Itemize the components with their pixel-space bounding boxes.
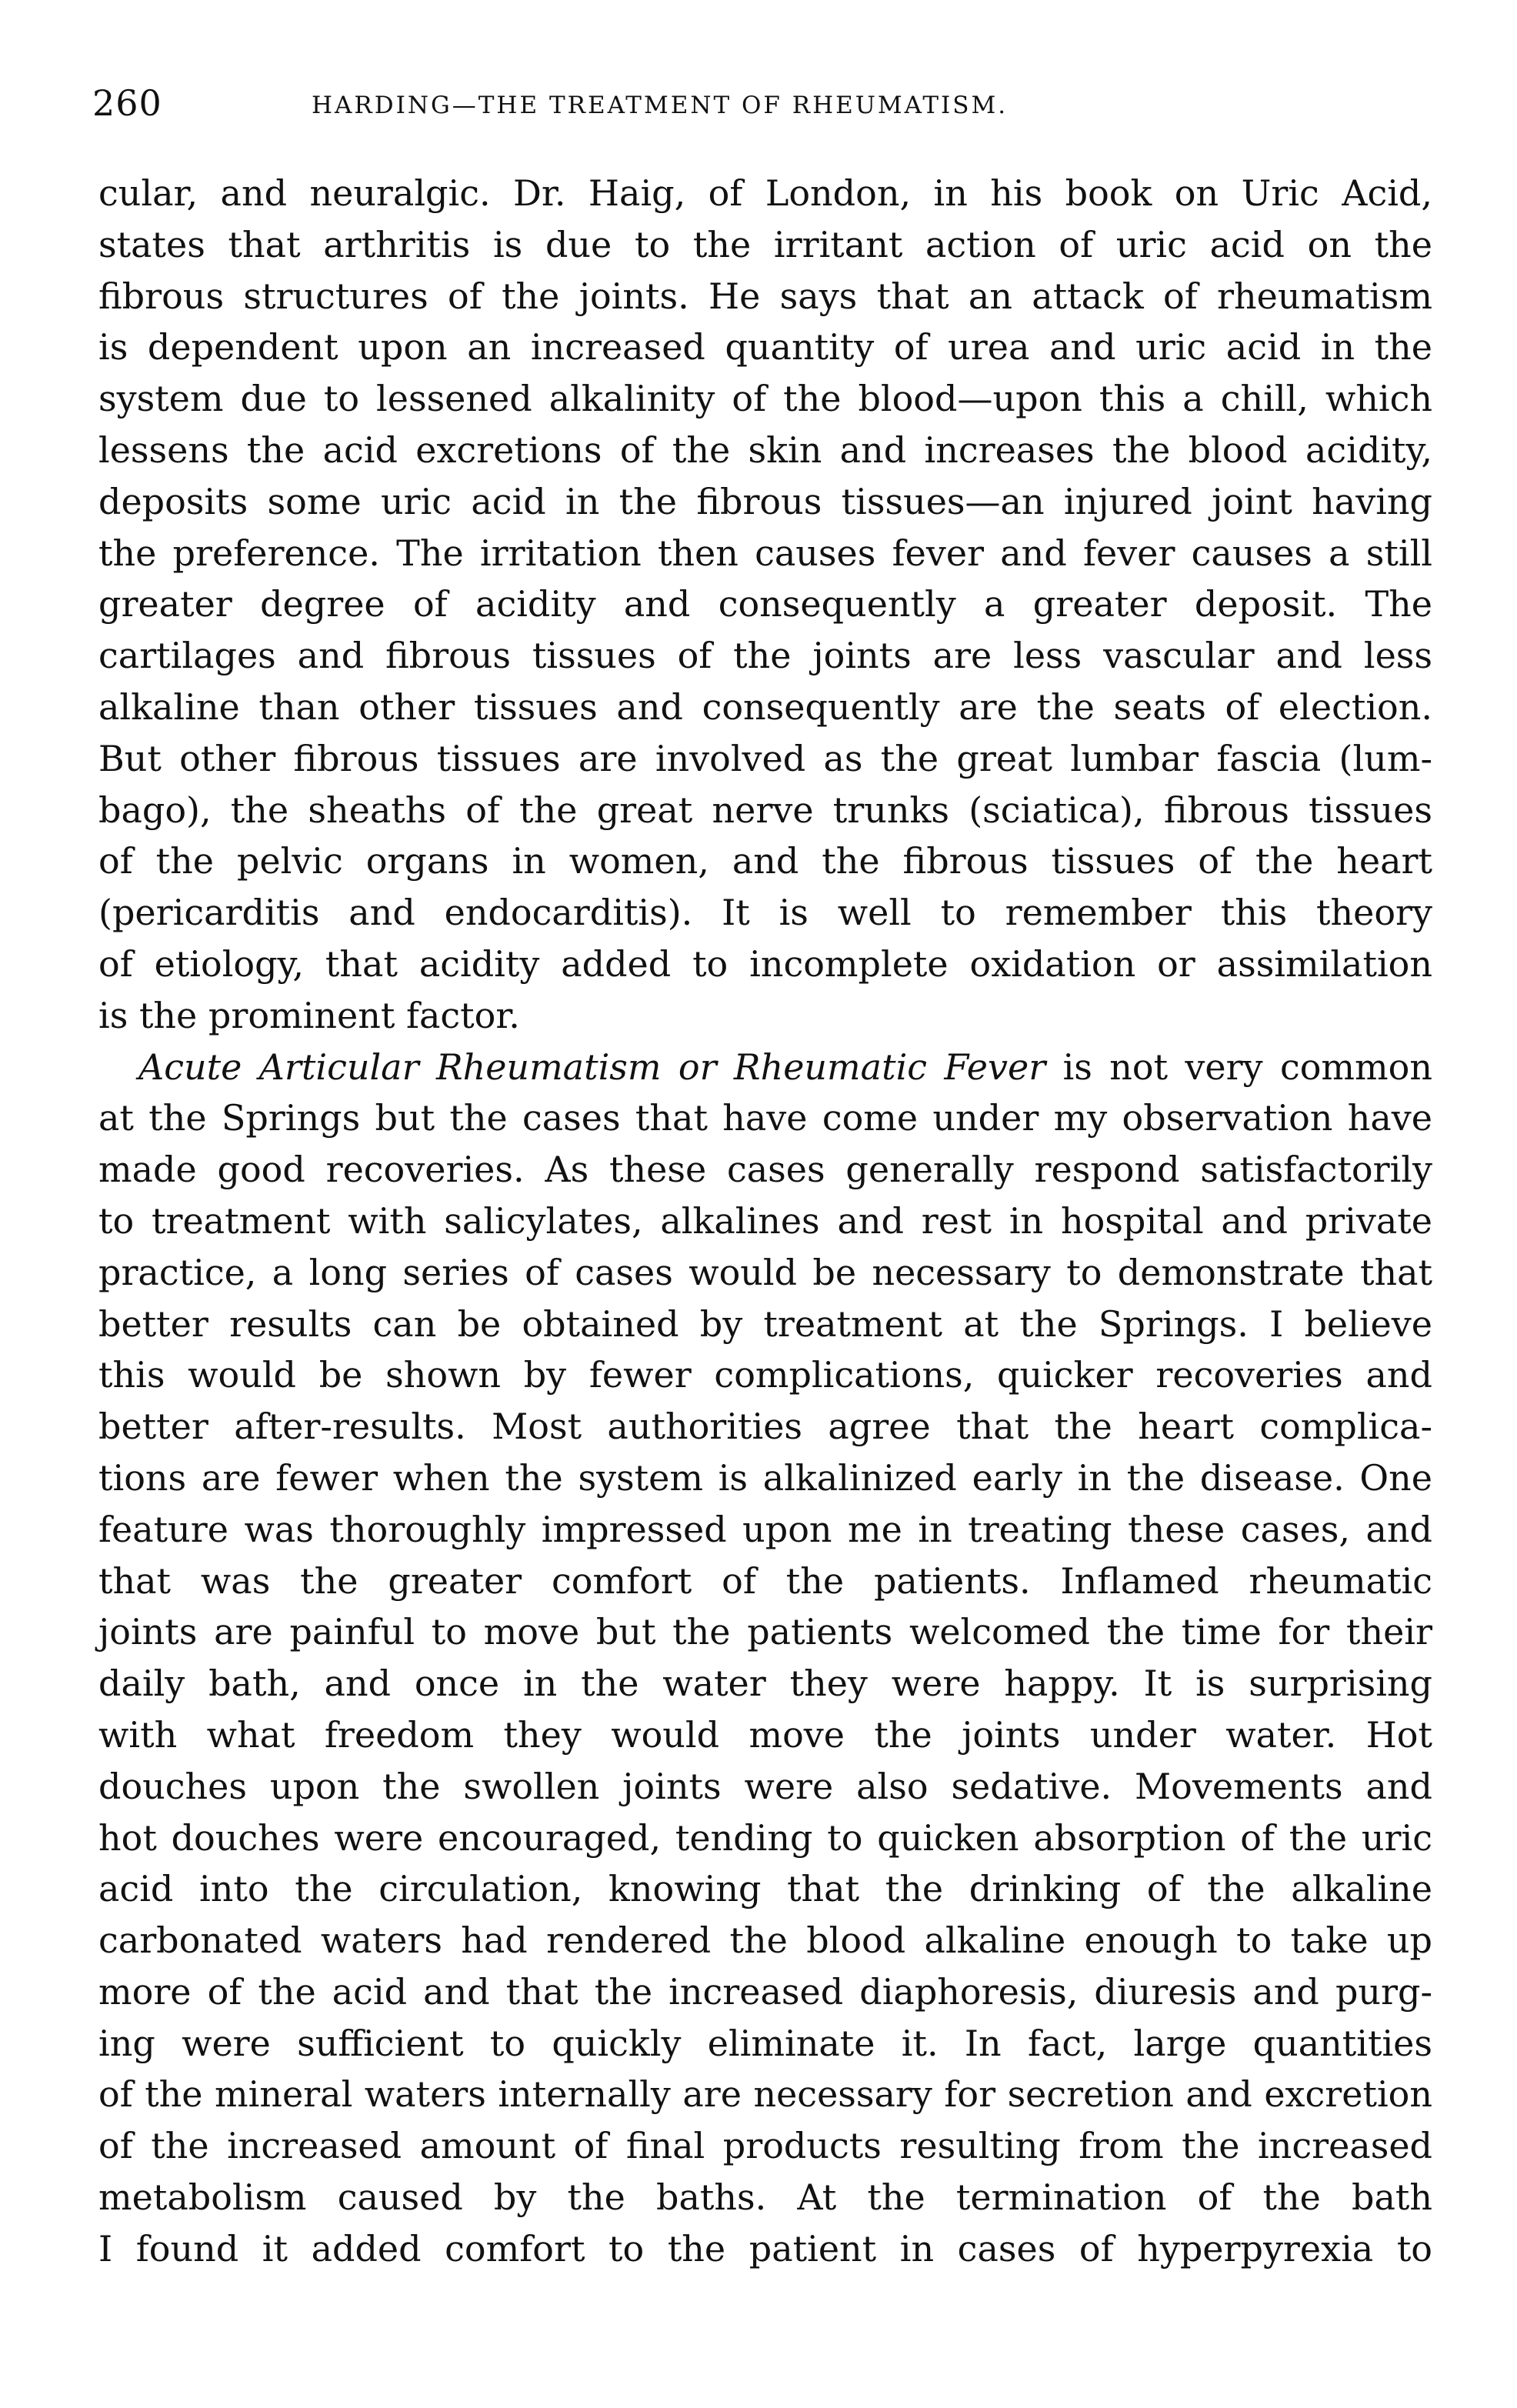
text-line: [98, 1042, 1432, 1093]
text-line: acid into the circulation, knowing that the drinking of the alkaline: [98, 1868, 1432, 1910]
text-line: that was the greater comfort of the patients. Inflamed rheumatic: [98, 1559, 1432, 1602]
text-line: feature was thoroughly impressed upon me in treating these cases, and: [98, 1508, 1432, 1550]
text-line: carbonated waters had rendered the blood alkaline enough to take up: [98, 1919, 1432, 1962]
text-line: is dependent upon an increased quantity of urea and uric acid in the: [98, 326, 1432, 369]
text-line: metabolism caused by the baths. At the termination of the bath: [98, 2176, 1432, 2219]
first-line-rest: is not very common: [1045, 1046, 1432, 1088]
text-line: made good recoveries. As these cases generally respond satisfactorily: [98, 1149, 1432, 1191]
text-line: this would be shown by fewer complications, quicker recoveries and: [98, 1354, 1432, 1396]
text-line: to treatment with salicylates, alkalines and rest in hospital and private: [98, 1199, 1432, 1242]
text-line: better after-results. Most authorities agree that the heart complica-: [98, 1406, 1432, 1448]
paragraph-2: [98, 1042, 1432, 2275]
text-line: system due to lessened alkalinity of the blood—upon this a chill, which: [98, 378, 1432, 420]
text-line: at the Springs but the cases that have come under my observation have: [98, 1097, 1432, 1139]
text-line: daily bath, and once in the water they were happy. It is surprising: [98, 1663, 1432, 1705]
text-line: practice, a long series of cases would be necessary to demonstrate that: [98, 1251, 1432, 1293]
text-line: lessens the acid excretions of the skin and increases the blood acidity,: [98, 429, 1432, 471]
text-line: deposits some uric acid in the fibrous tissues—an injured joint having: [98, 480, 1432, 522]
text-line: states that arthritis is due to the irritant action of uric acid on the: [98, 223, 1432, 265]
text-line: more of the acid and that the increased diaphoresis, diuresis and purg-: [98, 1970, 1432, 2013]
text-line: But other fibrous tissues are involved as the great lumbar fascia (lum-: [98, 737, 1432, 779]
text-line: of the pelvic organs in women, and the fibrous tissues of the heart: [98, 840, 1432, 882]
body-text: [98, 168, 1432, 2275]
text-line: of the mineral waters internally are necessary for secretion and excretion: [98, 2073, 1432, 2116]
text-line: (pericarditis and endocarditis). It is well to remember this theory: [98, 892, 1432, 934]
text-line: cartilages and fibrous tissues of the joints are less vascular and less: [98, 635, 1432, 677]
text-line: of the increased amount of final products resulting from the increased: [98, 2125, 1432, 2167]
page-number: 260: [92, 82, 162, 124]
text-line: tions are fewer when the system is alkalinized early in the disease. One: [98, 1456, 1432, 1499]
text-line: alkaline than other tissues and consequently are the seats of election.: [98, 685, 1432, 728]
page-header: [92, 80, 1431, 126]
text-line: ing were sufficient to quickly eliminate it. In fact, large quantities: [98, 2022, 1432, 2064]
paragraph-1: [98, 168, 1432, 1042]
text-line: I found it added comfort to the patient in cases of hyperpyrexia to: [98, 2227, 1432, 2270]
text-line: the preference. The irritation then causes fever and fever causes a still: [98, 532, 1432, 574]
running-head: HARDING—THE TREATMENT OF RHEUMATISM.: [312, 92, 1009, 119]
text-line: greater degree of acidity and consequently a greater deposit. The: [98, 583, 1432, 625]
text-line: bago), the sheaths of the great nerve trunks (sciatica), fibrous tissues: [98, 789, 1432, 831]
text-line: of etiology, that acidity added to incomplete oxidation or assimilation: [98, 942, 1432, 985]
italic-term: Acute Articular Rheumatism or Rheumatic Fever: [138, 1046, 1046, 1088]
text-line: joints are painful to move but the patients welcomed the time for their: [98, 1611, 1432, 1653]
text-line: cular, and neuralgic. Dr. Haig, of London, in his book on Uric Acid,: [98, 172, 1432, 214]
text-line: better results can be obtained by treatment at the Springs. I believe: [98, 1302, 1432, 1345]
text-line: fibrous structures of the joints. He says that an attack of rheumatism: [98, 275, 1432, 317]
text-line: is the prominent factor.: [98, 994, 520, 1036]
text-line: with what freedom they would move the joints under water. Hot: [98, 1713, 1432, 1756]
text-line: hot douches were encouraged, tending to quicken absorption of the uric: [98, 1816, 1432, 1859]
text-line: douches upon the swollen joints were also sedative. Movements and: [98, 1765, 1432, 1807]
